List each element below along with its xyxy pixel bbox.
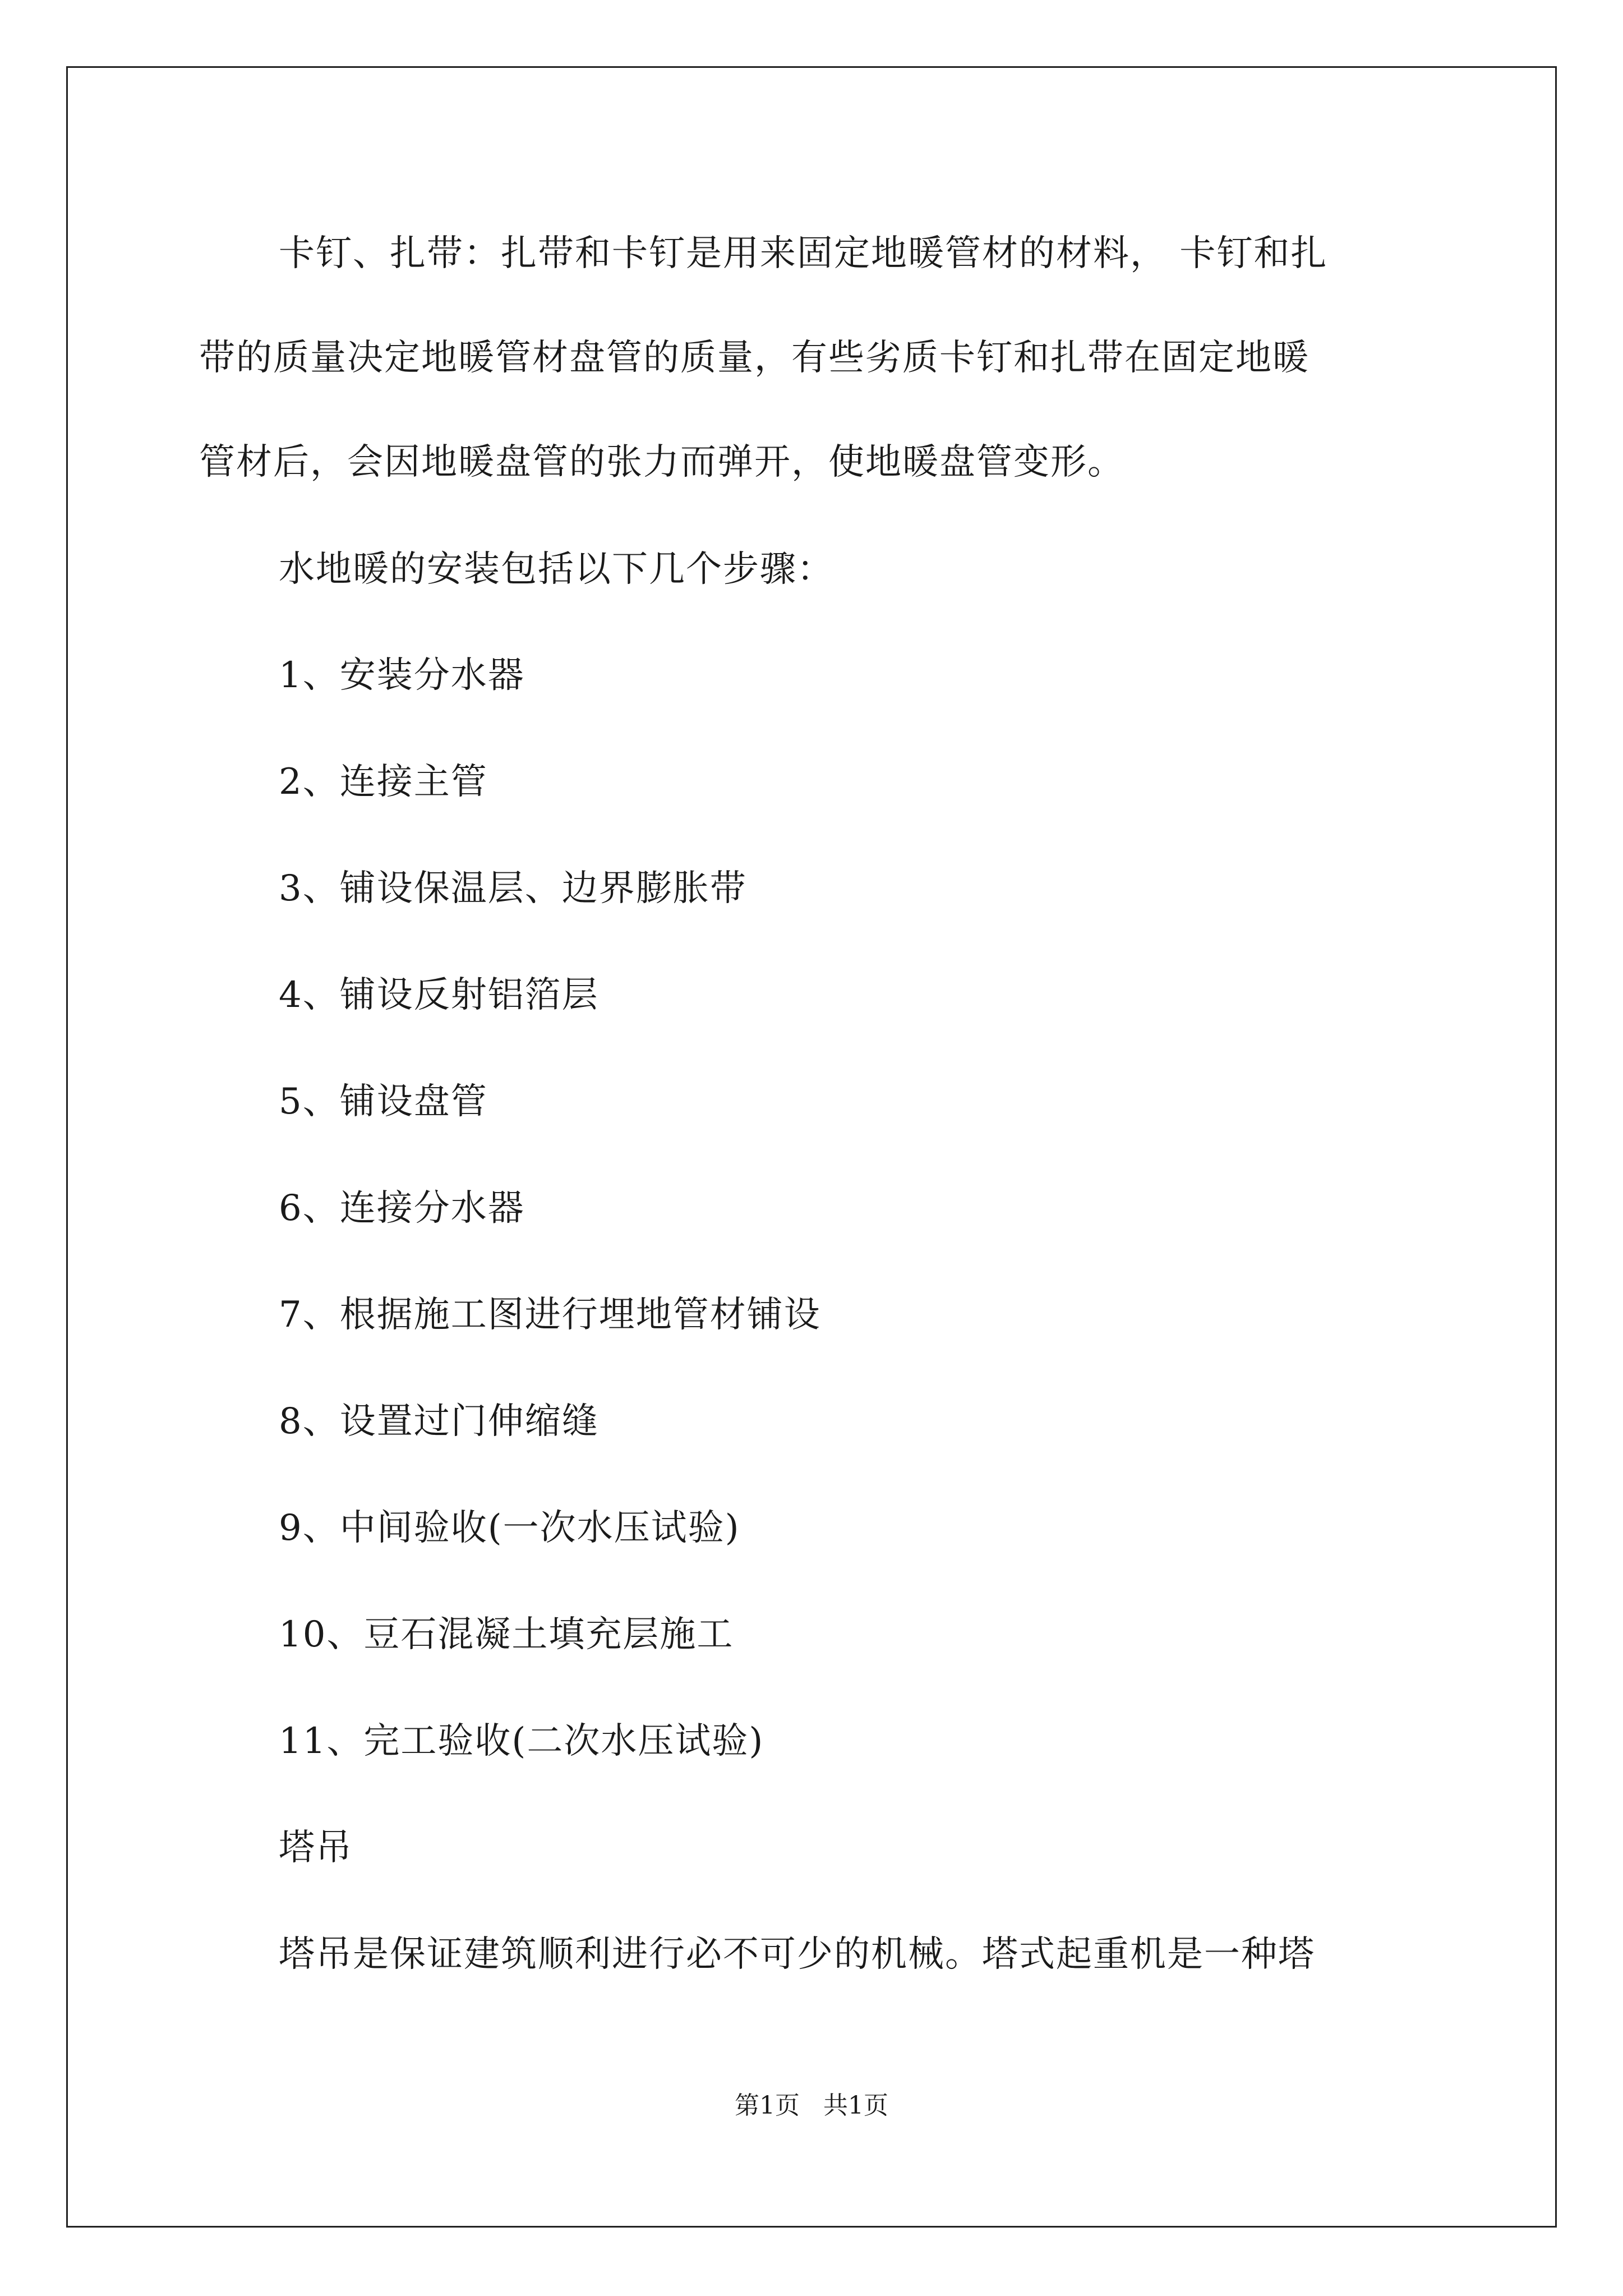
paragraph-tower-crane: 塔吊是保证建筑顺利进行必不可少的机械。塔式起重机是一种塔 bbox=[279, 1934, 1315, 1975]
list-item: 4、铺设反射铝箔层 bbox=[279, 974, 599, 1016]
list-item: 1、安装分水器 bbox=[279, 655, 525, 696]
page-total: 共1页 bbox=[823, 2091, 888, 2120]
list-item: 9、中间验收(一次水压试验) bbox=[279, 1507, 740, 1549]
list-item: 10、豆石混凝土填充层施工 bbox=[279, 1614, 734, 1655]
list-item: 8、设置过门伸缩缝 bbox=[279, 1401, 599, 1442]
list-item: 3、铺设保温层、边界膨胀带 bbox=[279, 868, 747, 909]
page-footer bbox=[0, 2093, 1623, 2118]
paragraph-line: 带的质量决定地暖管材盘管的质量，有些劣质卡钉和扎带在固定地暖 bbox=[199, 337, 1310, 379]
paragraph-line: 管材后，会因地暖盘管的张力而弹开，使地暖盘管变形。 bbox=[199, 441, 1124, 483]
steps-intro: 水地暖的安装包括以下几个步骤： bbox=[279, 549, 834, 590]
list-item: 2、连接主管 bbox=[279, 761, 488, 803]
page-number: 第1页 bbox=[735, 2091, 800, 2120]
paragraph-line: 卡钉、扎带：扎带和卡钉是用来固定地暖管材的材料， 卡钉和扎 bbox=[279, 233, 1328, 274]
list-item: 7、根据施工图进行埋地管材铺设 bbox=[279, 1294, 821, 1336]
page-border bbox=[66, 66, 1557, 2228]
section-heading: 塔吊 bbox=[279, 1827, 353, 1869]
list-item: 6、连接分水器 bbox=[279, 1188, 525, 1229]
list-item: 11、完工验收(二次水压试验) bbox=[279, 1720, 764, 1762]
list-item: 5、铺设盘管 bbox=[279, 1081, 488, 1122]
